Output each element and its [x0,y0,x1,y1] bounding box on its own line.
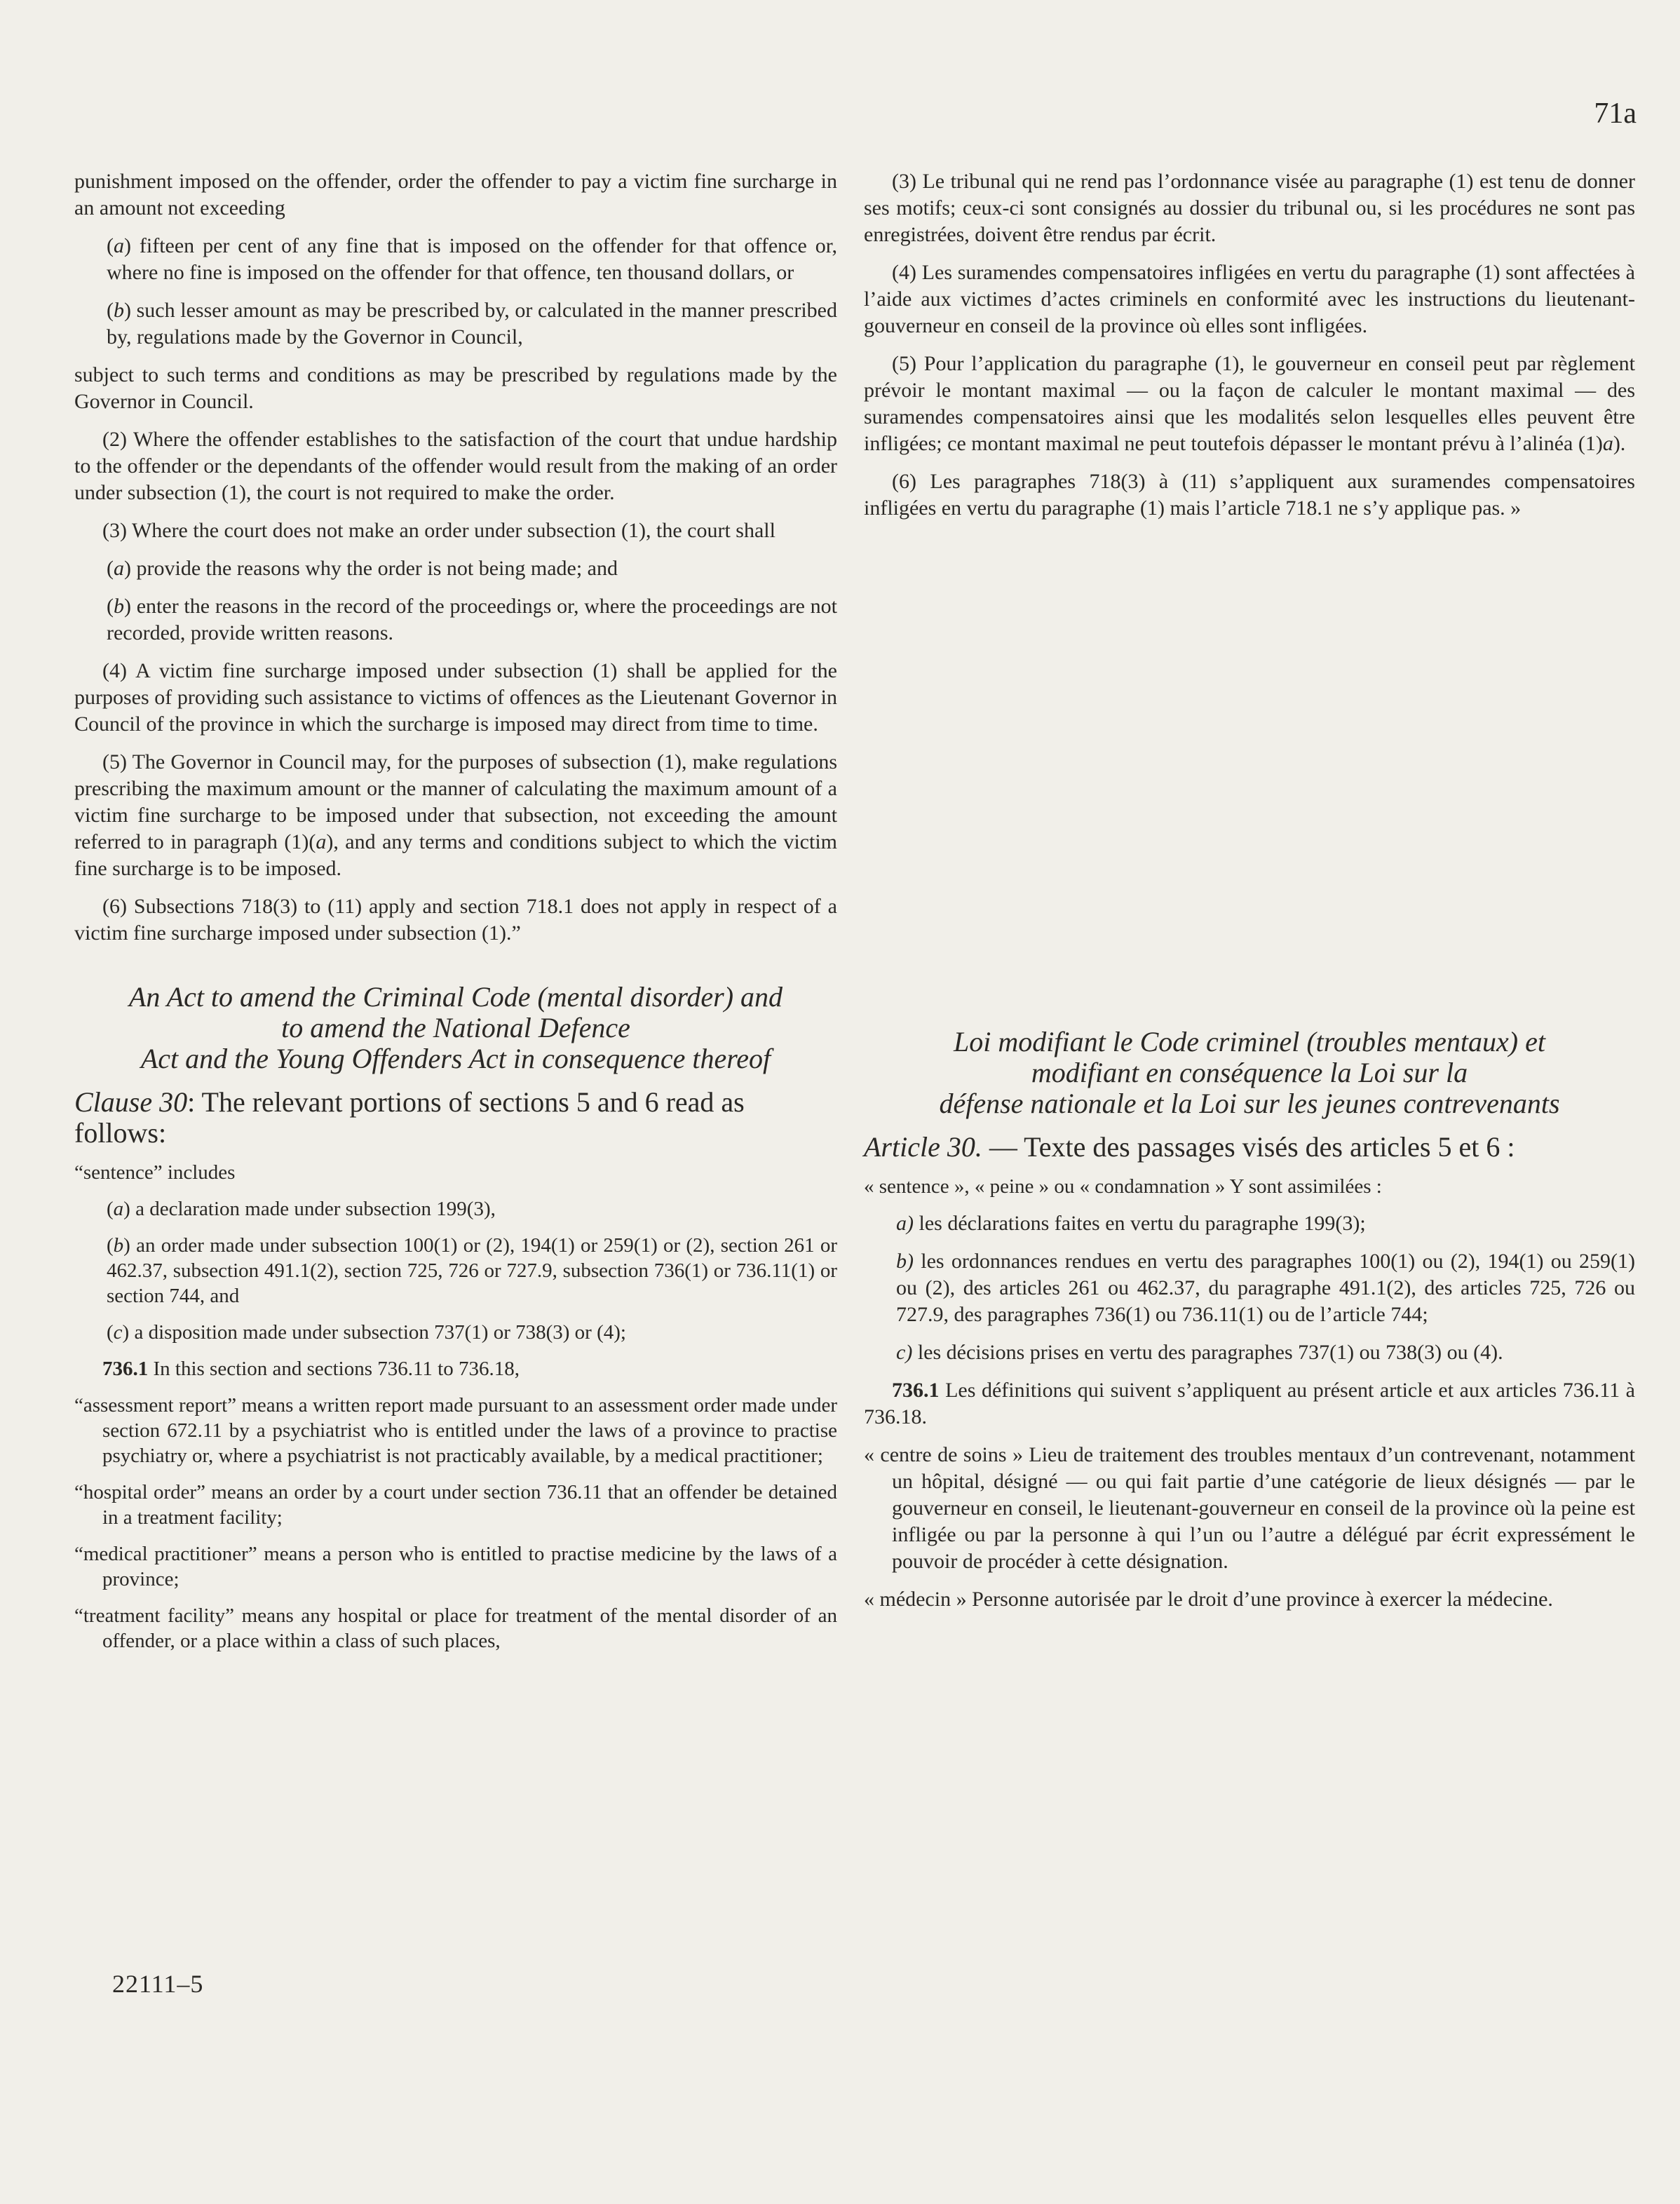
item-text: les déclarations faites en vertu du paragraphe 199(3); [914,1212,1366,1235]
subsection-4: (4) A victim fine surcharge imposed under subsection (1) shall be applied for the purposes of providing such assistance to victims of offences as the Lieutenant Governor in Council of the province in which the surcharge is imposed may direct from time to time. [74,659,837,736]
item-letter: b [113,1234,124,1257]
item-letter: a [114,234,124,257]
item-text: a declaration made under subsection 199(3), [130,1198,496,1220]
definition-intro: “sentence” includes [74,1161,236,1184]
definition: “hospital order” means an order by a court under section 736.11 that an offender be detained in a treatment facility; [74,1481,837,1529]
clause-text: : The relevant portions of sections 5 and 6 read as follows: [74,1086,745,1149]
item-text: enter the reasons in the record of the proceedings or, where the proceedings are not recorded, provide written reasons. [107,595,837,644]
item-text: les ordonnances rendues en vertu des paragraphes 100(1) ou (2), 194(1) ou 259(1) ou (2), des articles 261 ou 462.37, du paragraphe 491.1(2), des articles 725, 726 ou 727.9, des paragraphes 736(1) ou 736.11(1) ou de l’article 744; [896,1250,1635,1326]
item-letter: c) [896,1341,913,1364]
definition-item [896,1210,1635,1237]
definition-item [896,1339,1635,1366]
subsection-2: (2) Where the offender establishes to the satisfaction of the court that undue hardship to the offender or the dependants of the offender would result from the making of an order under subsection (1), the court is not required to make the order. [74,428,837,504]
page-number: 71a [1594,97,1637,130]
act-title-line: défense nationale et la Loi sur les jeunes contrevenants [939,1088,1560,1119]
footer-code: 22111–5 [112,1970,204,1998]
subsection-5 [864,351,1635,457]
item-letter: a [113,1198,124,1220]
paragraph: punishment imposed on the offender, order the offender to pay a victim fine surcharge in an amount not exceeding [74,170,837,219]
item-text: fifteen per cent of any fine that is imposed on the offender for that offence or, where no fine is imposed on the offender for that offence, ten thousand dollars, or [107,234,837,284]
item-letter: a [114,557,124,580]
paragraph-item: (a) provide the reasons why the order is not being made; and [107,557,618,580]
definition: « centre de soins » Lieu de traitement des troubles mentaux d’un contrevenant, notamment un hôpital, désigné — ou qui fait partie d’une catégorie de lieux désignés — par le gouverneur en conseil, le lieutenant-gouverneur en conseil de la province où la peine est infligée ou par la personne à qui l’un ou l’autre a délégué par écrit expressément le pouvoir de procéder à cette désignation. [864,1443,1635,1573]
text: (5) Pour l’application du paragraphe (1), le gouverneur en conseil peut par règlement prévoir le montant maximal — ou la façon de calculer le montant maximal — des suramendes compensatoires ainsi que les modalités selon lesquelles elles peuvent être infligées; ce montant maximal ne peut toutefois dépasser le montant prévu à l’alinéa (1) [864,352,1635,455]
subsection-3: (3) Le tribunal qui ne rend pas l’ordonnance visée au paragraphe (1) est tenu de donner ses motifs; ceux-ci sont consignés au dossier du tribunal ou, si les procédures ne sont pas enregistrées, doivent être rendus par écrit. [864,170,1635,246]
definition-item [896,1248,1635,1328]
item-text: les décisions prises en vertu des paragraphes 737(1) ou 738(3) ou (4). [912,1341,1503,1364]
definition-item: (a) a declaration made under subsection 199(3), [107,1198,496,1220]
section-736-1 [74,1356,837,1381]
subsection-6: (6) Les paragraphes 718(3) à (11) s’appliquent aux suramendes compensatoires infligées en vertu du paragraphe (1) mais l’article 718.1 ne s’y applique pas. » [864,470,1635,520]
section-text: In this section and sections 736.11 to 736.18, [148,1358,520,1380]
text: ). [1613,432,1626,455]
item-letter: b [114,299,124,322]
paragraph-item: (a) fifteen per cent of any fine that is imposed on the offender for that offence or, where no fine is imposed on the offender for that offence, ten thousand dollars, or [107,234,837,284]
act-title-line: An Act to amend the Criminal Code (mental disorder) and [128,981,783,1013]
act-title-line: Act and the Young Offenders Act in consequence thereof [140,1043,771,1074]
section-736-1 [864,1377,1635,1431]
act-title [74,982,837,1074]
item-letter: b [114,595,124,618]
subsection-3: (3) Where the court does not make an order under subsection (1), the court shall [102,519,775,542]
subsection-5 [74,749,837,882]
item-letter: a [316,830,327,853]
clause-heading [74,1087,837,1149]
french-column [864,168,1635,1613]
item-letter: c [113,1321,123,1344]
item-text: an order made under subsection 100(1) or (2), 194(1) or 259(1) or (2), section 261 or 462.37, subsection 491.1(2), section 725, 726 or 727.9, subsection 736(1) or 736.11(1) or section 744, and [107,1234,837,1307]
act-title-line: modifiant en conséquence la Loi sur la [1031,1057,1468,1088]
definition-item: (b) an order made under subsection 100(1) or (2), 194(1) or 259(1) or (2), section 261 or 462.37, subsection 491.1(2), section 725, 726 or 727.9, subsection 736(1) or 736.11(1) or section 744, and [107,1234,837,1307]
act-title-line: Loi modifiant le Code criminel (troubles mentaux) et [954,1026,1545,1057]
definition-item: (c) a disposition made under subsection 737(1) or 738(3) or (4); [107,1321,626,1344]
clause-text: — Texte des passages visés des articles 5 et 6 : [982,1131,1515,1163]
item-text: a disposition made under subsection 737(1) or 738(3) or (4); [129,1321,626,1344]
section-text: Les définitions qui suivent s’appliquent au présent article et aux articles 736.11 à 736.18. [864,1379,1635,1428]
act-title [864,1027,1635,1119]
clause-label: Clause 30 [74,1086,188,1118]
text: ), and any terms and conditions subject to which the victim fine surcharge is to be imposed. [74,830,838,880]
definition-intro: « sentence », « peine » ou « condamnation » Y sont assimilées : [864,1175,1382,1198]
definition: “treatment facility” means any hospital or place for treatment of the mental disorder of an offender, or a place within a class of such places, [74,1604,837,1652]
definition: “assessment report” means a written report made pursuant to an assessment order made under section 672.11 by a psychiatrist who is entitled under the laws of a province to practise psychiatry or, where a psychiatrist is not practicably available, by a medical practitioner; [74,1394,837,1467]
subsection-4: (4) Les suramendes compensatoires infligées en vertu du paragraphe (1) sont affectées à l’aide aux victimes d’actes criminels en conformité avec les instructions du lieutenant-gouverneur en conseil de la province où elles sont infligées. [864,261,1635,337]
subsection-6: (6) Subsections 718(3) to (11) apply and section 718.1 does not apply in respect of a victim fine surcharge imposed under subsection (1).” [74,895,837,945]
act-title-line: to amend the National Defence [281,1012,630,1043]
definition: « médecin » Personne autorisée par le droit d’une province à exercer la médecine. [864,1588,1553,1611]
clause-label: Article 30. [864,1131,982,1163]
item-letter: b) [896,1250,914,1273]
definition: “medical practitioner” means a person who is entitled to practise medicine by the laws of a province; [74,1543,837,1590]
item-text: provide the reasons why the order is not being made; and [131,557,618,580]
paragraph-item: (b) enter the reasons in the record of the proceedings or, where the proceedings are not recorded, provide written reasons. [107,595,837,644]
text: (5) The Governor in Council may, for the purposes of subsection (1), make regulations prescribing the maximum amount or the manner of calculating the maximum amount of a victim fine surcharge to be imposed under that subsection, not exceeding the amount referred to in paragraph (1)( [74,750,837,853]
paragraph: subject to such terms and conditions as may be prescribed by regulations made by the Governor in Council. [74,363,837,413]
section-number: 736.1 [102,1358,149,1380]
clause-heading [864,1132,1635,1163]
english-column [74,168,837,1654]
paragraph-item: (b) such lesser amount as may be prescribed by, or calculated in the manner prescribed by, regulations made by the Governor in Council, [107,299,837,349]
item-text: such lesser amount as may be prescribed by, or calculated in the manner prescribed by, regulations made by the Governor in Council, [107,299,837,349]
section-number: 736.1 [892,1379,940,1402]
item-letter: a [1602,432,1613,455]
item-letter: a) [896,1212,914,1235]
